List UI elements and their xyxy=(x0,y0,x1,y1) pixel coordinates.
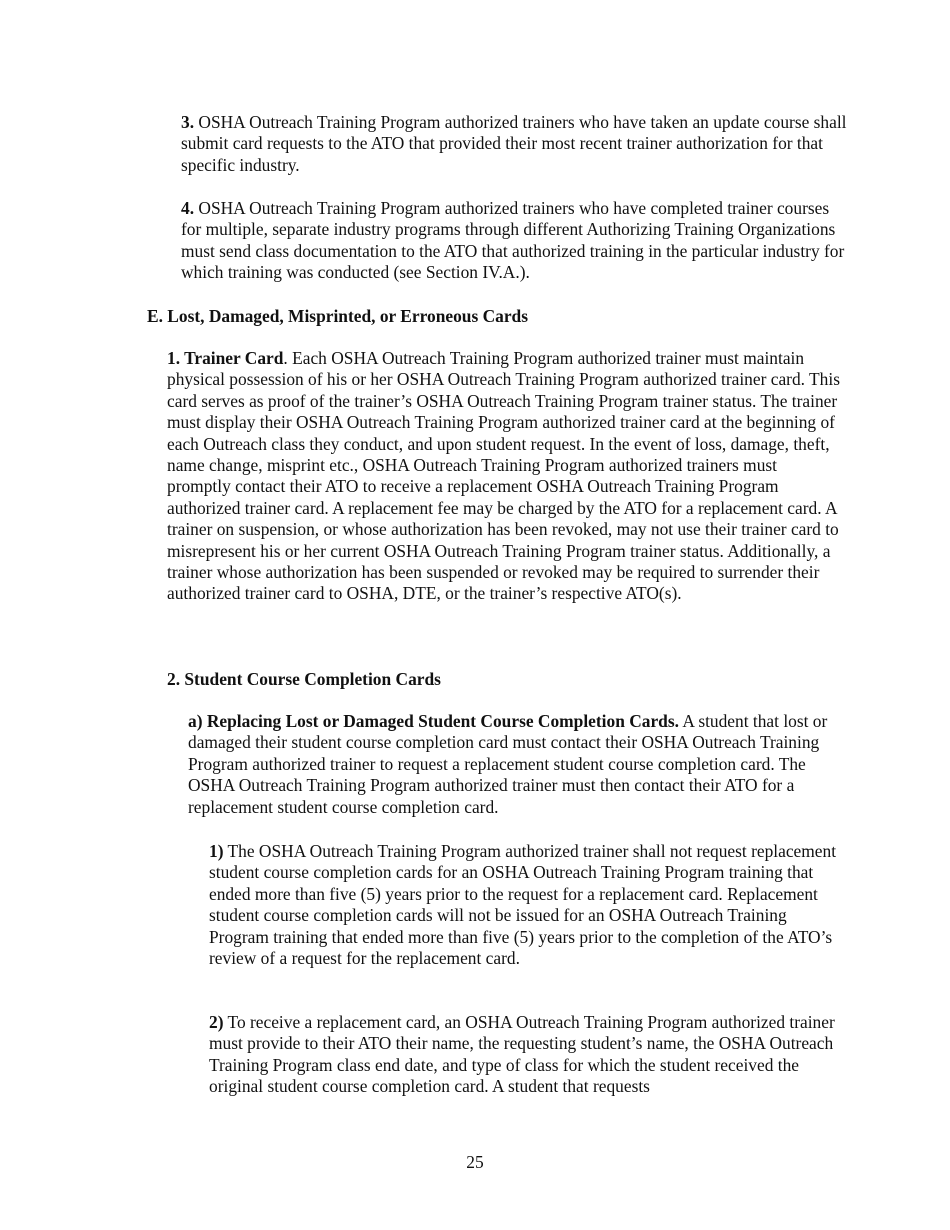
paragraph-4 xyxy=(181,198,851,284)
trainer-card-text: . Each OSHA Outreach Training Program authorized trainer must maintain physical possession of his or her OSHA Outreach Training Program authorized trainer card. This card serves as proof of the trainer’s OSHA Outreach Training Program trainer status. The trainer must display their OSHA Outreach Training Program authorized trainer card at the beginning of each Outreach class they conduct, and upon student request. In the event of loss, damage, theft, name change, misprint etc., OSHA Outreach Training Program authorized trainers must promptly contact their ATO to receive a replacement OSHA Outreach Training Program authorized trainer card. A replacement fee may be charged by the ATO for a replacement card. A trainer on suspension, or whose authorization has been revoked, may not use their trainer card to misrepresent his or her current OSHA Outreach Training Program trainer status. Additionally, a trainer whose authorization has been suspended or revoked may be required to surrender their authorized trainer card to OSHA, DTE, or the trainer’s respective ATO(s). xyxy=(167,348,840,604)
trainer-card-paragraph xyxy=(167,348,842,605)
replacing-cards-title: a) Replacing Lost or Damaged Student Course Completion Cards. xyxy=(188,711,679,731)
item-1-text: The OSHA Outreach Training Program authorized trainer shall not request replacement student course completion cards for an OSHA Outreach Training Program training that ended more than five (5) years prior to the request for a replacement card. Replacement student course completion cards will not be issued for an OSHA Outreach Training Program training that ended more than five (5) years prior to the completion of the ATO’s review of a request for the replacement card. xyxy=(209,841,837,969)
item-2-number: 2) xyxy=(209,1012,224,1032)
paragraph-4-text: OSHA Outreach Training Program authorized trainers who have completed trainer courses for multiple, separate industry programs through different Authorizing Training Organizations must send class documentation to the ATO that authorized training in the particular industry for which training was conducted (see Section IV.A.). xyxy=(181,198,845,283)
section-e-heading: E. Lost, Damaged, Misprinted, or Erroneous Cards xyxy=(147,306,528,326)
item-1-number: 1) xyxy=(209,841,224,861)
paragraph-4-number: 4. xyxy=(181,198,195,218)
trainer-card-title: 1. Trainer Card xyxy=(167,348,284,368)
replacing-cards-text: A student that lost or damaged their student course completion card must contact their OSHA Outreach Training Program authorized trainer to request a replacement student course completion card. The OSHA Outreach Training Program authorized trainer must then contact their ATO for a replacement student course completion card. xyxy=(188,711,828,817)
student-cards-heading: 2. Student Course Completion Cards xyxy=(167,669,441,689)
item-2-text: To receive a replacement card, an OSHA Outreach Training Program authorized trainer must provide to their ATO their name, the requesting student’s name, the OSHA Outreach Training Program class end date, and type of class for which the student received the original student course completion card. A student that requests xyxy=(209,1012,835,1097)
page-number: 25 xyxy=(466,1152,484,1172)
replacing-cards-paragraph xyxy=(188,711,848,818)
paragraph-3-text: OSHA Outreach Training Program authorized trainers who have taken an update course shall submit card requests to the ATO that provided their most recent trainer authorization for that specific industry. xyxy=(181,112,847,175)
item-1-paragraph xyxy=(209,841,844,969)
item-2-paragraph xyxy=(209,1012,854,1098)
paragraph-3 xyxy=(181,112,851,176)
paragraph-3-number: 3. xyxy=(181,112,195,132)
